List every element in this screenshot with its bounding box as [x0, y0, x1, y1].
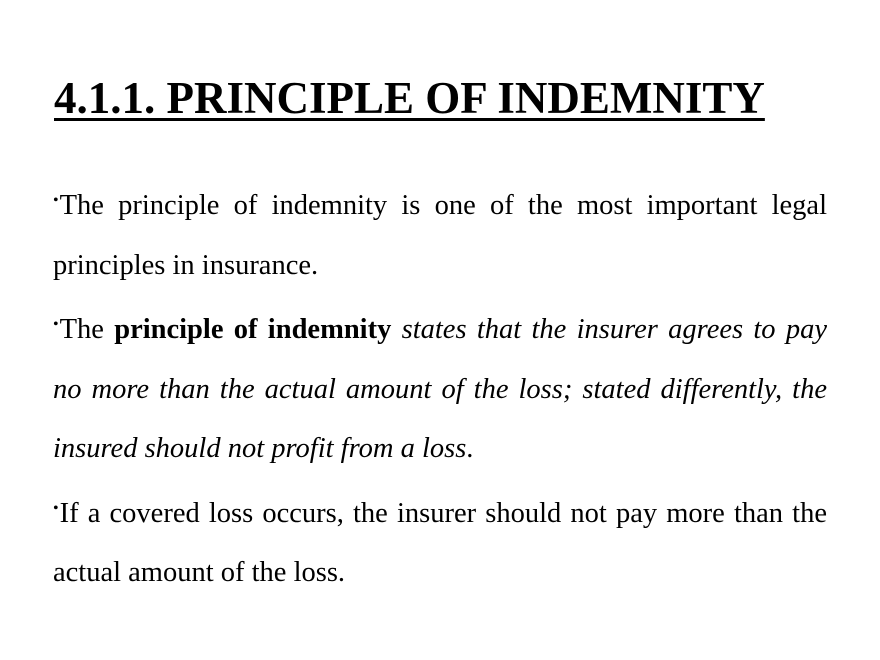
bullet-list — [53, 171, 827, 603]
slide-title: 4.1.1. PRINCIPLE OF INDEMNITY — [54, 73, 765, 123]
bullet-text: If a covered loss occurs, the insurer should not pay more than the actual amount of the loss. — [53, 497, 827, 588]
bullet-dot-icon: • — [53, 316, 59, 333]
bullet-italic-definition: states that the insurer agrees to pay no more than the actual amount of the loss; stated differently, the insured should not profit from a loss — [53, 314, 827, 464]
bullet-item-2 — [53, 295, 827, 479]
bullet-item-1 — [53, 171, 827, 295]
bullet-lead-text: The — [59, 314, 115, 345]
bullet-dot-icon: • — [53, 192, 59, 209]
bullet-item-3 — [53, 479, 827, 603]
bullet-bold-term: principle of indemnity — [114, 314, 392, 345]
bullet-dot-icon: • — [53, 499, 59, 517]
bullet-text: The principle of indemnity is one of the most important legal principles in insurance. — [53, 190, 827, 281]
bullet-tail-text: . — [466, 433, 474, 464]
